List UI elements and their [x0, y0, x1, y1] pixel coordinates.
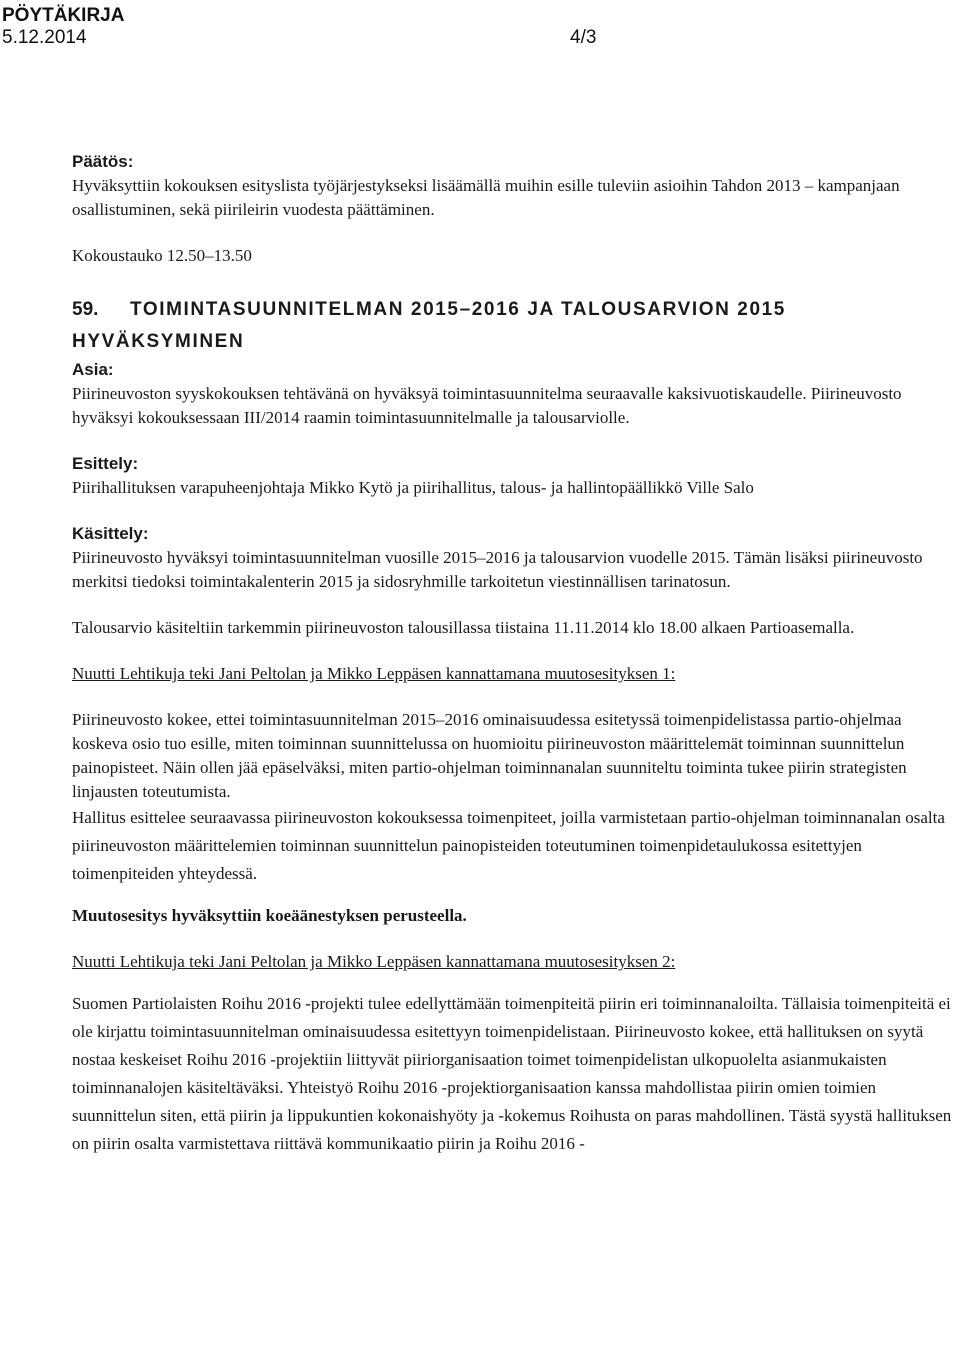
document-date: 5.12.2014 [2, 27, 87, 48]
presentation-text: Piirihallituksen varapuheenjohtaja Mikko Kytö ja piirihallitus, talous- ja hallintopäällikkö Ville Salo [72, 478, 754, 497]
section-number: 59. [72, 299, 99, 320]
handling-paragraph-2: Talousarvio käsiteltiin tarkemmin piirineuvoston talousillassa tiistaina 11.11.2014 klo 18.00 alkaen Partioasemalla. [72, 618, 855, 637]
section-title-line2: HYVÄKSYMINEN [72, 331, 245, 352]
amendment-1-paragraph-2: Hallitus esittelee seuraavassa piirineuvoston kokouksessa toimenpiteet, joilla varmistetaan partio-ohjelman toiminnanalan osalta piirineuvoston määrittelemien toiminnan suunnittelun painopisteiden toteutuminen toimenpidetaulukossa esitettyjen toimenpiteiden yhteydessä. [72, 808, 945, 883]
amendment-1-heading: Nuutti Lehtikuja teki Jani Peltolan ja Mikko Leppäsen kannattamana muutosesityksen 1: [72, 664, 676, 683]
handling-paragraph-1: Piirineuvosto hyväksyi toimintasuunnitelman vuosille 2015–2016 ja talousarvion vuodelle 2015. Tämän lisäksi piirineuvosto merkitsi tiedoksi toimintakalenterin 2015 ja sidosryhmille tarkoitetun viestinnällisen tarinatosun. [72, 548, 923, 591]
matter-label: Asia: [72, 360, 114, 379]
section-heading [72, 294, 960, 358]
decision-label: Päätös: [72, 152, 134, 171]
amendment-1-result: Muutosesitys hyväksyttiin koeäänestyksen perusteella. [72, 906, 467, 925]
page-number: 4/3 [570, 27, 597, 48]
matter-text: Piirineuvoston syyskokouksen tehtävänä on hyväksyä toimintasuunnitelma seuraavalle kaksivuotiskaudelle. Piirineuvosto hyväksyi kokouksessaan III/2014 raamin toimintasuunnitelmalle ja talousarviolle. [72, 384, 902, 427]
amendment-1-paragraph-1: Piirineuvosto kokee, ettei toimintasuunnitelman 2015–2016 ominaisuudessa esitetyssä toimenpidelistassa partio-ohjelmaa koskeva osio tuo esille, miten toiminnan suunnittelussa on huomioitu piirineuvoston määrittelemät toiminnan suunnittelun painopisteet. Näin ollen jää epäselväksi, miten partio-ohjelman toiminnanalan suunniteltu toiminta tukee piirin strategisten linjausten toteutumista. [72, 710, 907, 801]
section-title-line1: TOIMINTASUUNNITELMAN 2015–2016 JA TALOUSARVION 2015 [130, 299, 786, 320]
amendment-2-heading: Nuutti Lehtikuja teki Jani Peltolan ja Mikko Leppäsen kannattamana muutosesityksen 2: [72, 952, 676, 971]
handling-label: Käsittely: [72, 524, 149, 543]
decision-text: Hyväksyttiin kokouksen esityslista työjärjestykseksi lisäämällä muihin esille tuleviin asioihin Tahdon 2013 – kampanjaan osallistuminen, sekä piirileirin vuodesta päättäminen. [72, 176, 900, 219]
document-title: PÖYTÄKIRJA [2, 5, 125, 26]
presentation-label: Esittely: [72, 454, 139, 473]
amendment-2-paragraph-1: Suomen Partiolaisten Roihu 2016 -projekti tulee edellyttämään toimenpiteitä piirin eri toiminnanaloilta. Tällaisia toimenpiteitä ei ole kirjattu toimintasuunnitelman ominaisuudessa esitettyyn toimenpidelistaan. Piirineuvosto kokee, että hallituksen on syytä nostaa keskeiset Roihu 2016 -projektiin liittyvät piiriorganisaation toimet toimenpidelistan ulkopuolelta asianmukaisten toiminnanalojen käsiteltäväksi. Yhteistyö Roihu 2016 -projektiorganisaation kanssa mahdollistaa piirin omien toimien suunnittelun siten, että piirin ja lippukuntien kokonaishyöty ja -kokemus Roihusta on paras mahdollinen. Tästä syystä hallituksen on piirin osalta varmistettava riittävä kommunikaatio piirin ja Roihu 2016 - [72, 994, 952, 1153]
meeting-break: Kokoustauko 12.50–13.50 [72, 246, 252, 265]
document-body [72, 150, 960, 1158]
